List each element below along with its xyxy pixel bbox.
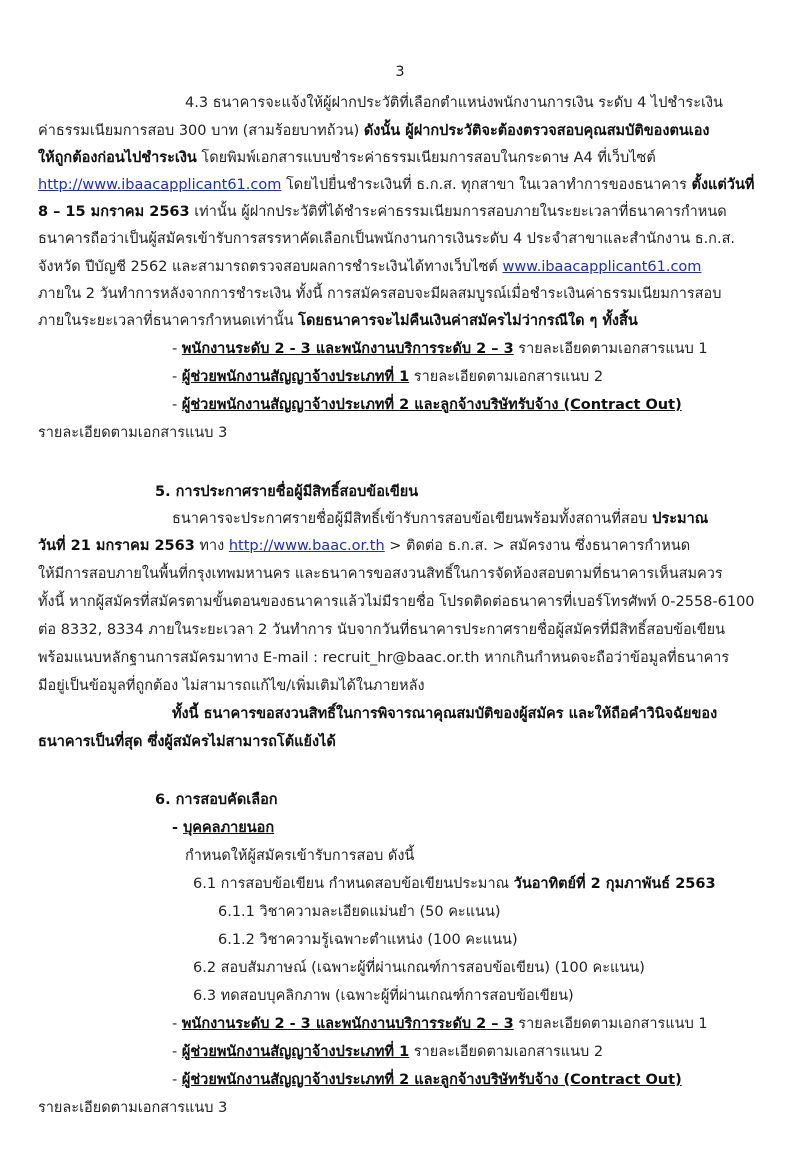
para-5-line-5: ต่อ 8332, 8334 ภายในระยะเวลา 2 วันทำการ นับจากวันที่ธนาคารประกาศรายชื่อผู้สมัครที่มีสิทธิ์สอบข้อเขียน [38,622,726,638]
section-6-heading: 6. การสอบคัดเลือก [155,792,278,808]
subsection-outsiders: - บุคคลภายนอก [172,820,275,836]
bullet-item: - ผู้ช่วยพนักงานสัญญาจ้างประเภทที่ 1 รายละเอียดตามเอกสารแนบ 2 [172,1044,604,1060]
baac-website-link[interactable]: http://www.baac.or.th [228,538,385,554]
bullet-item: - ผู้ช่วยพนักงานสัญญาจ้างประเภทที่ 1 รายละเอียดตามเอกสารแนบ 2 [172,369,604,385]
bullet-item: - ผู้ช่วยพนักงานสัญญาจ้างประเภทที่ 2 และลูกจ้างบริษัทรับจ้าง (Contract Out) [172,397,682,413]
para-4-3-line-1: 4.3 ธนาคารจะแจ้งให้ผู้ฝากประวัติที่เลือกตำแหน่งพนักงานการเงิน ระดับ 4 ไปชำระเงิน [185,95,723,111]
para-5-line-6: พร้อมแนบหลักฐานการสมัครมาทาง E-mail : recruit_hr@baac.or.th หากเกินกำหนดจะถือว่าข้อมูลที่ธนาคาร [38,650,730,666]
para-4-3-line-8: ภายใน 2 วันทำการหลังจากการชำระเงิน ทั้งนี้ การสมัครสอบจะมีผลสมบูรณ์เมื่อชำระเงินค่าธรรมเนียมการสอบ [38,286,722,302]
para-4-3-line-2: ค่าธรรมเนียมการสอบ 300 บาท (สามร้อยบาทถ้วน) ดังนั้น ผู้ฝากประวัติจะต้องตรวจสอบคุณสมบัติของตนเอง [38,123,710,139]
para-5-line-1: ธนาคารจะประกาศรายชื่อผู้มีสิทธิ์เข้ารับการสอบข้อเขียนพร้อมทั้งสถานที่สอบ ประมาณ [172,511,709,527]
exam-intro: กำหนดให้ผู้สมัครเข้ารับการสอบ ดังนี้ [185,848,415,864]
exam-item-6-2: 6.2 สอบสัมภาษณ์ (เฉพาะผู้ที่ผ่านเกณฑ์การสอบข้อเขียน) (100 คะแนน) [193,960,645,976]
page-number: 3 [395,64,405,80]
para-4-3-line-3: ให้ถูกต้องก่อนไปชำระเงิน โดยพิมพ์เอกสารแบบชำระค่าธรรมเนียมการสอบในกระดาษ A4 ที่เว็บไซต์ [38,150,656,166]
ibaac-applicant-www-link[interactable]: www.ibaacapplicant61.com [502,259,702,275]
para-5-line-3: ให้มีการสอบภายในพื้นที่กรุงเทพมหานคร และธนาคารขอสงวนสิทธิ์ในการจัดห้องสอบตามที่ธนาคารเห็นสมควร [38,566,723,582]
exam-item-6-1: 6.1 การสอบข้อเขียน กำหนดสอบข้อเขียนประมาณ วันอาทิตย์ที่ 2 กุมภาพันธ์ 2563 [193,876,716,892]
exam-item-6-3: 6.3 ทดสอบบุคลิกภาพ (เฉพาะผู้ที่ผ่านเกณฑ์การสอบข้อเขียน) [193,988,574,1004]
attachment-note: รายละเอียดตามเอกสารแนบ 3 [38,1100,228,1116]
para-4-3-line-6: ธนาคารถือว่าเป็นผู้สมัครเข้ารับการสรรหาคัดเลือกเป็นพนักงานการเงินระดับ 4 ประจำสาขาและสำนักงาน ธ.ก.ส. [38,231,736,247]
bullet-item: - พนักงานระดับ 2 - 3 และพนักงานบริการระดับ 2 – 3 รายละเอียดตามเอกสารแนบ 1 [172,1016,708,1032]
exam-item-6-1-2: 6.1.2 วิชาความรู้เฉพาะตำแหน่ง (100 คะแนน) [218,932,518,948]
para-5-line-2: วันที่ 21 มกราคม 2563 ทาง http://www.baac.or.th > ติดต่อ ธ.ก.ส. > สมัครงาน ซึ่งธนาคารกำหนด [38,538,691,554]
bullet-item: - ผู้ช่วยพนักงานสัญญาจ้างประเภทที่ 2 และลูกจ้างบริษัทรับจ้าง (Contract Out) [172,1072,682,1088]
para-5-line-8: ทั้งนี้ ธนาคารขอสงวนสิทธิ์ในการพิจารณาคุณสมบัติของผู้สมัคร และให้ถือคำวินิจฉัยของ [172,706,718,722]
attachment-note: รายละเอียดตามเอกสารแนบ 3 [38,425,228,441]
para-4-3-line-4: http://www.ibaacapplicant61.com โดยไปยื่นชำระเงินที่ ธ.ก.ส. ทุกสาขา ในเวลาทำการของธนาคาร ตั้งแต่วันที่ [38,177,755,193]
para-5-line-7: มีอยู่เป็นข้อมูลที่ถูกต้อง ไม่สามารถแก้ไข/เพิ่มเติมได้ในภายหลัง [38,678,425,694]
exam-item-6-1-1: 6.1.1 วิชาความละเอียดแม่นยำ (50 คะแนน) [218,904,501,920]
para-4-3-line-5: 8 – 15 มกราคม 2563 เท่านั้น ผู้ฝากประวัติที่ได้ชำระค่าธรรมเนียมการสอบภายในระยะเวลาที่ธนาคารกำหนด [38,204,727,220]
para-5-line-9: ธนาคารเป็นที่สุด ซึ่งผู้สมัครไม่สามารถโต้แย้งได้ [38,734,336,750]
section-5-heading: 5. การประกาศรายชื่อผู้มีสิทธิ์สอบข้อเขียน [155,484,419,500]
para-5-line-4: ทั้งนี้ หากผู้สมัครที่สมัครตามขั้นตอนของธนาคารแล้วไม่มีรายชื่อ โปรดติดต่อธนาคารที่เบอร์โทรศัพท์ 0-2558-6100 [38,594,755,610]
bullet-item: - พนักงานระดับ 2 - 3 และพนักงานบริการระดับ 2 – 3 รายละเอียดตามเอกสารแนบ 1 [172,341,708,357]
para-4-3-line-7: จังหวัด ปีบัญชี 2562 และสามารถตรวจสอบผลการชำระเงินได้ทางเว็บไซต์ www.ibaacapplicant61.com [38,259,702,275]
para-4-3-line-9: ภายในระยะเวลาที่ธนาคารกำหนดเท่านั้น โดยธนาคารจะไม่คืนเงินค่าสมัครไม่ว่ากรณีใด ๆ ทั้งสิ้น [38,313,638,329]
ibaac-applicant-link[interactable]: http://www.ibaacapplicant61.com [38,177,282,193]
